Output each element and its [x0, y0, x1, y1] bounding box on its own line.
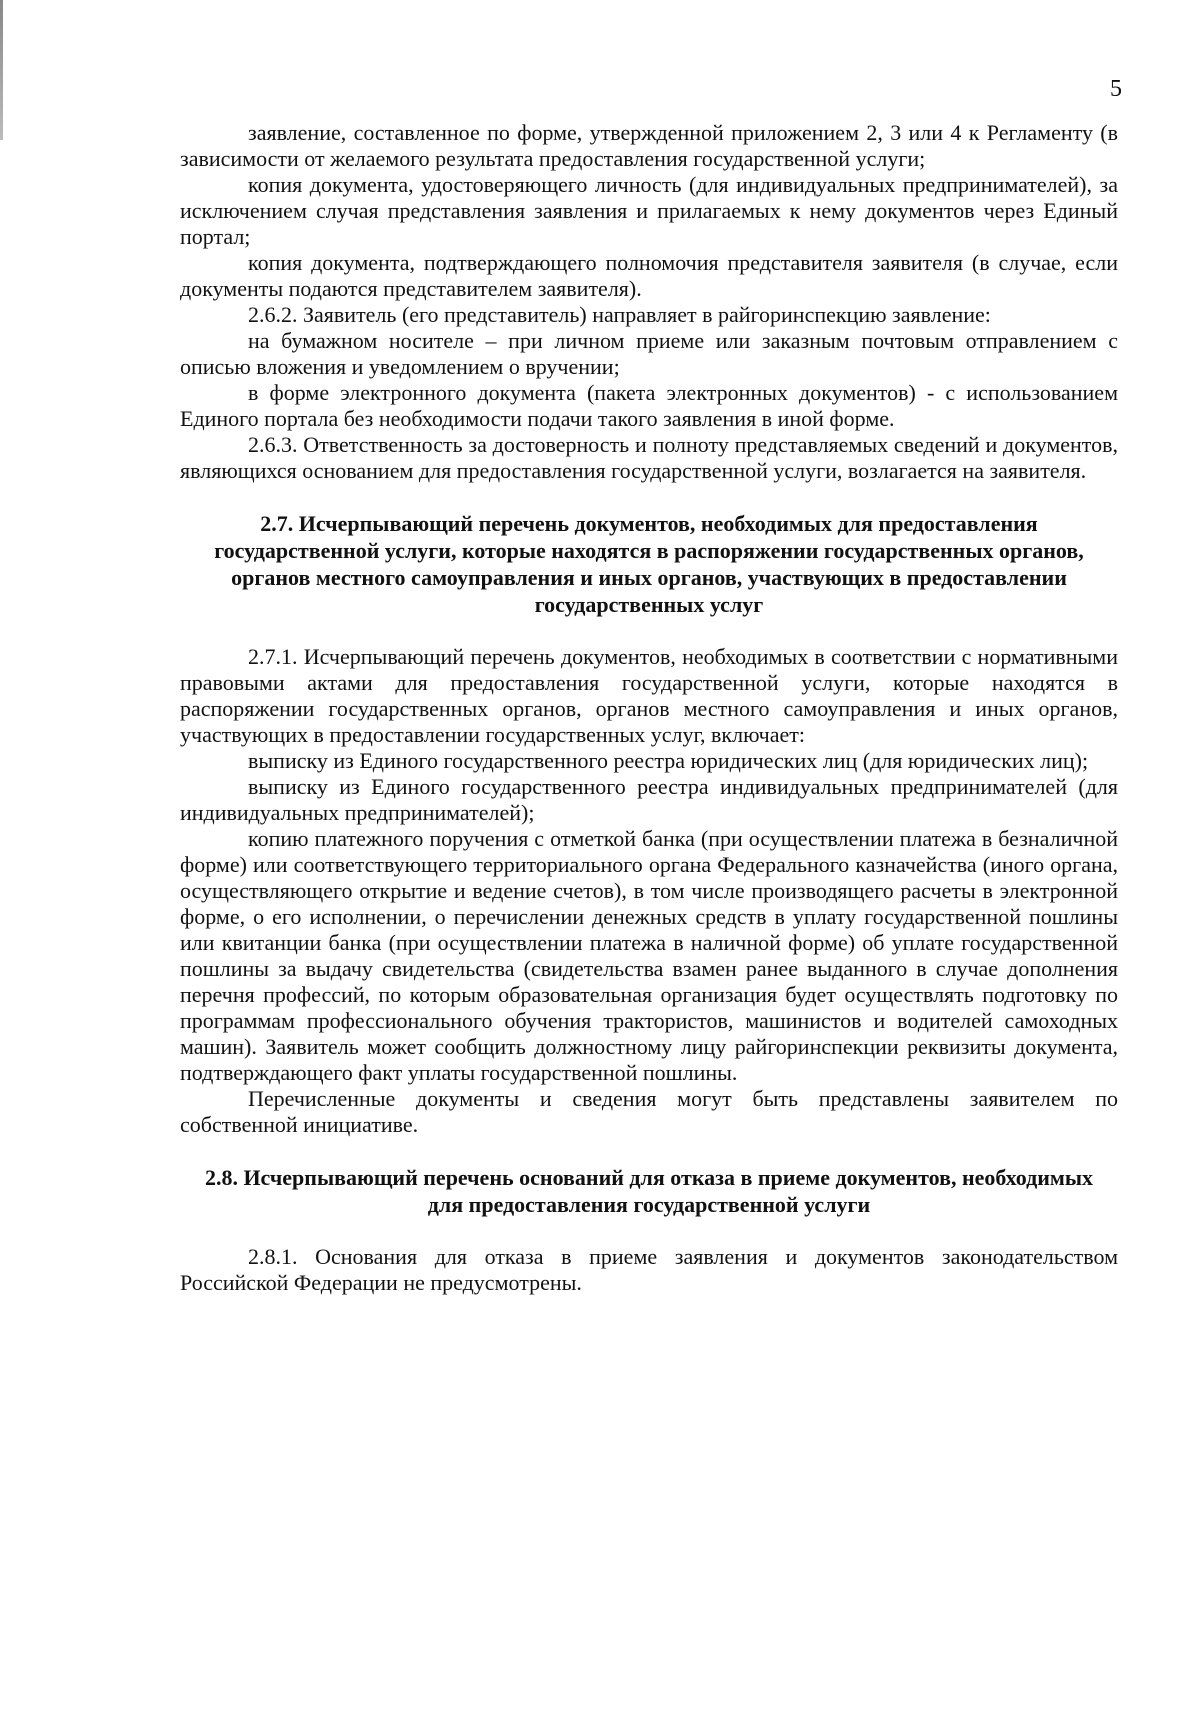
paragraph: копия документа, подтверждающего полномочия представителя заявителя (в случае, если документы подаются представителем заявителя). [180, 250, 1118, 301]
paragraph: 2.6.3. Ответственность за достоверность и полноту представляемых сведений и документов, являющихся основанием для предоставления государственной услуги, возлагается на заявителя. [180, 432, 1118, 483]
paragraph: выписку из Единого государственного реестра юридических лиц (для юридических лиц); [248, 748, 1089, 773]
page-number: 5 [1110, 76, 1122, 102]
paragraph: на бумажном носителе – при личном приеме или заказным почтовым отправлением с описью вложения и уведомлением о вручении; [180, 328, 1118, 379]
paragraph: 2.6.2. Заявитель (его представитель) направляет в райгоринспекцию заявление: [248, 302, 991, 327]
paragraph: Перечисленные документы и сведения могут быть представлены заявителем по собственной инициативе. [180, 1086, 1118, 1137]
section-heading-2-8: 2.8. Исчерпывающий перечень оснований для отказа в приеме документов, необходимых для предоставления государственной услуги [204, 1165, 1094, 1217]
paragraph: копию платежного поручения с отметкой банка (при осуществлении платежа в безналичной форме) или соответствующего территориального органа Федерального казначейства (иного органа, осуществляющего открытие и ведение счетов), в том числе производящего расчеты в электронной форме, о его исполнении, о перечислении денежных средств в уплату государственной пошлины или квитанции банка (при осуществлении платежа в наличной форме) об уплате государственной пошлины за выдачу свидетельства (свидетельства взамен ранее выданного в случае дополнения перечня профессий, по которым образовательная организация будет осуществлять подготовку по программам профессионального обучения трактористов, машинистов и водителей самоходных машин). Заявитель может сообщить должностному лицу райгоринспекции реквизиты документа, подтверждающего факт уплаты государственной пошлины. [180, 826, 1118, 1085]
paragraph: 2.8.1. Основания для отказа в приеме заявления и документов законодательством Российской Федерации не предусмотрены. [180, 1244, 1118, 1295]
document-body [180, 120, 1118, 1296]
section-heading-2-7: 2.7. Исчерпывающий перечень документов, необходимых для предоставления государственной услуги, которые находятся в распоряжении государственных органов, органов местного самоуправления и иных органов, участвующих в предоставлении государственных услуг [214, 511, 1084, 617]
paragraph: копия документа, удостоверяющего личность (для индивидуальных предпринимателей), за исключением случая представления заявления и прилагаемых к нему документов через Единый портал; [180, 172, 1118, 249]
paragraph: 2.7.1. Исчерпывающий перечень документов, необходимых в соответствии с нормативными правовыми актами для предоставления государственной услуги, которые находятся в распоряжении государственных органов, органов местного самоуправления и иных органов, участвующих в предоставлении государственных услуг, включает: [180, 644, 1118, 747]
paragraph: выписку из Единого государственного реестра индивидуальных предпринимателей (для индивидуальных предпринимателей); [180, 774, 1118, 825]
paragraph: в форме электронного документа (пакета электронных документов) - с использованием Единого портала без необходимости подачи такого заявления в иной форме. [180, 380, 1118, 431]
paragraph: заявление, составленное по форме, утвержденной приложением 2, 3 или 4 к Регламенту (в зависимости от желаемого результата предоставления государственной услуги; [180, 120, 1118, 171]
scan-edge-mark [0, 0, 3, 140]
